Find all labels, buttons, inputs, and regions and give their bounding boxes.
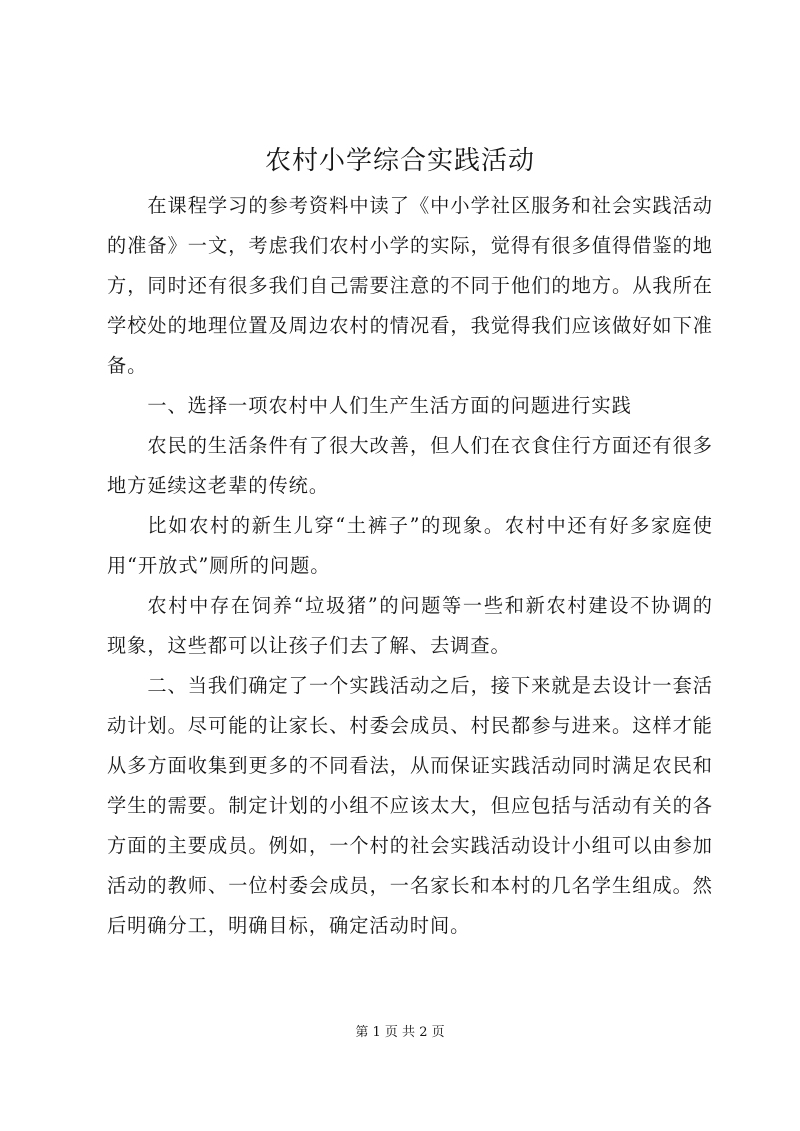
paragraph-examples: 比如农村的新生儿穿“土裤子”的现象。农村中还有好多家庭使用“开放式”厕所的问题。 — [107, 514, 713, 577]
section-heading-1: 一、选择一项农村中人们生产生活方面的问题进行实践 — [147, 394, 632, 417]
page-number: 第 1 页 共 2 页 — [355, 1025, 445, 1040]
paragraph-living-conditions: 农民的生活条件有了很大改善，但人们在衣食住行方面还有很多地方延续这老辈的传统。 — [107, 434, 713, 497]
paragraph-pig-raising: 农村中存在饲养“垃圾猪”的问题等一些和新农村建设不协调的现象，这些都可以让孩子们去了解、去调查。 — [107, 594, 713, 657]
section-heading-2-paragraph: 二、当我们确定了一个实践活动之后，接下来就是去设计一套活动计划。尽可能的让家长、村委会成员、村民都参与进来。这样才能从多方面收集到更多的不同看法，从而保证实践活动同时满足农民和学生的需要。制定计划的小组不应该太大，但应包括与活动有关的各方面的主要成员。例如，一个村的社会实践活动设计小组可以由参加活动的教师、一位村委会成员，一名家长和本村的几名学生组成。然后明确分工，明确目标，确定活动时间。 — [107, 674, 713, 937]
document-title: 农村小学综合实践活动 — [264, 146, 535, 176]
paragraph-intro: 在课程学习的参考资料中读了《中小学社区服务和社会实践活动的准备》一文，考虑我们农村小学的实际，觉得有很多值得借鉴的地方，同时还有很多我们自己需要注意的不同于他们的地方。从我所在学校处的地理位置及周边农村的情况看，我觉得我们应该做好如下准备。 — [107, 194, 713, 377]
document-body — [107, 186, 713, 946]
